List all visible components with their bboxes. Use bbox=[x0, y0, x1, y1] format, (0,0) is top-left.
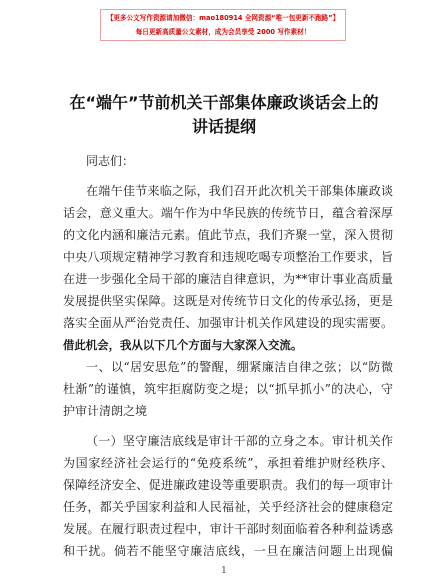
subsection-1-line: （一）坚守廉洁底线是审计干部的立身之本。审计机关作 bbox=[86, 434, 393, 448]
paragraph-1-line: 的文化内涵和廉洁元素。值此节点，我们齐聚一堂，深入贯彻 bbox=[63, 228, 393, 242]
document-title-line-2: 讲话提纲 bbox=[191, 117, 256, 136]
subsection-1-line: 保障经济安全、促进廉政建设等重要职责。我们的每一项审计 bbox=[63, 478, 393, 492]
paragraph-1-line: 在进一步强化全局干部的廉洁自律意识，为**审计事业高质量 bbox=[63, 272, 393, 286]
subsection-1-line: 发展。在履行职责过程中，审计干部时刻面临着各种利益诱惑 bbox=[63, 522, 393, 536]
promo-line-1: 【更多公文写作资源请加微信：mao180914 全网资源“唯一包更新不跑路”】 bbox=[106, 14, 340, 22]
paragraph-1-line: 中央八项规定精神学习教育和违规吃喝专项整治工作要求，旨 bbox=[63, 250, 393, 264]
promo-line-2: 每日更新高质量公文素材，成为会员享受 2000 写作素材！ bbox=[135, 28, 311, 36]
paragraph-1-line: 在端午佳节来临之际，我们召开此次机关干部集体廉政谈 bbox=[86, 184, 393, 198]
paragraph-1-line: 发展提供坚实保障。这既是对传统节日文化的传承弘扬，更是 bbox=[63, 294, 393, 308]
section-1-heading-line: 一、以“居安思危”的警醒，绷紧廉洁自律之弦；以“防微 bbox=[86, 360, 393, 374]
subsection-1-line: 和干扰。倘若不能坚守廉洁底线，一旦在廉洁问题上出现偏 bbox=[63, 544, 393, 558]
salutation: 同志们： bbox=[86, 154, 135, 168]
section-1-heading-line: 护审计清朗之境 bbox=[63, 404, 148, 418]
subsection-1-line: 任务，都关乎国家利益和人民福祉，关乎经济社会的健康稳定 bbox=[63, 500, 393, 514]
section-1-heading-line: 杜渐”的谨慎，筑牢拒腐防变之堤；以“抓早抓小”的决心，守 bbox=[63, 382, 393, 396]
paragraph-1-line: 话会，意义重大。端午作为中华民族的传统节日，蕴含着深厚 bbox=[63, 206, 393, 220]
document-title-line-1: 在“端午”节前机关干部集体廉政谈话会上的 bbox=[69, 93, 379, 112]
paragraph-1-bold-sentence: 借此机会，我从以下几个方面与大家深入交流。 bbox=[63, 338, 303, 352]
page-number: 1 bbox=[221, 566, 227, 576]
paragraph-1-line: 落实全面从严治党责任、加强审计机关作风建设的现实需要。 bbox=[63, 316, 393, 330]
subsection-1-line: 为国家经济社会运行的“免疫系统”，承担着维护财经秩序、 bbox=[63, 456, 393, 470]
promo-banner bbox=[100, 9, 346, 41]
